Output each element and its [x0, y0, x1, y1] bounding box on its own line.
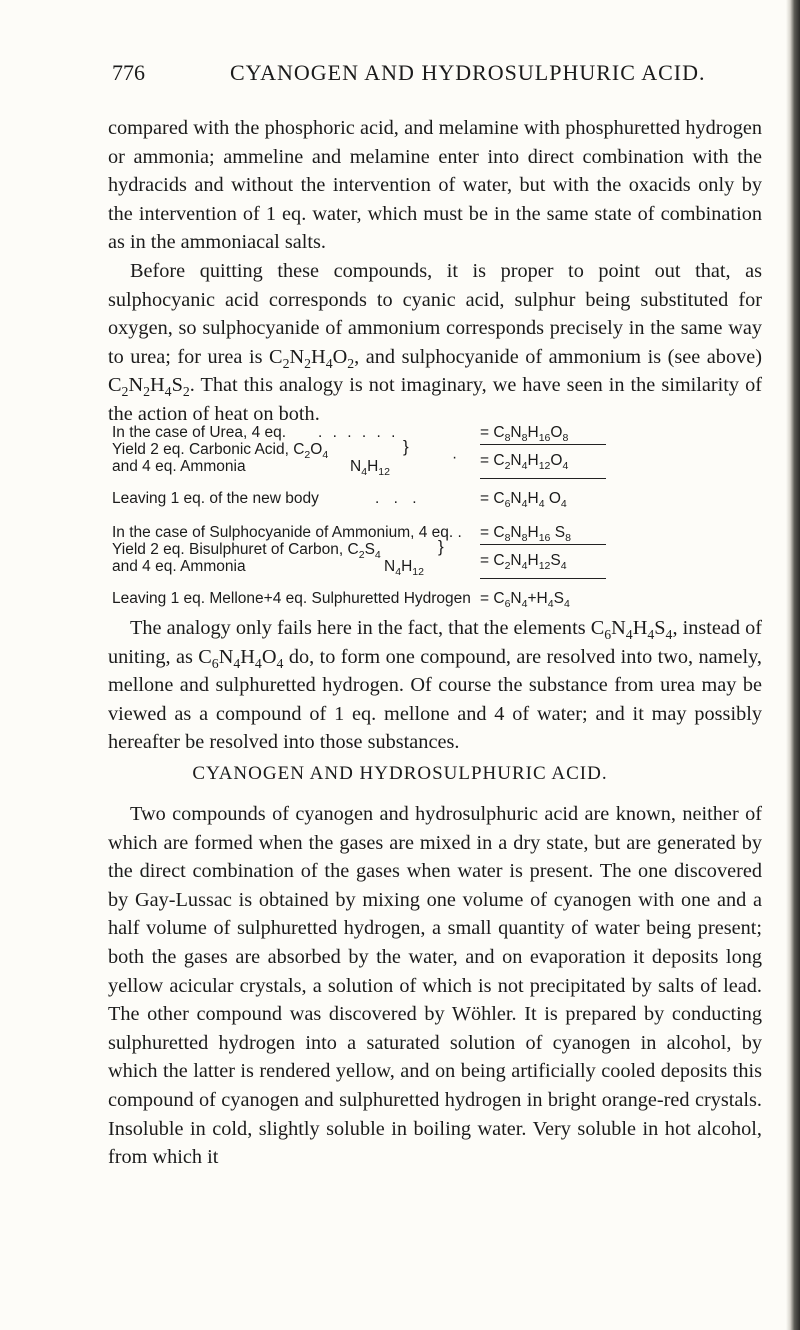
- brace-icon: }: [403, 437, 409, 456]
- urea-case-dots: . . . . . .: [318, 424, 399, 441]
- paragraph-analogy-text: [108, 257, 762, 429]
- urea-case-value: = $C_8N_8H_{16}O_8$: [480, 424, 569, 445]
- urea-yield-value: = $C_2N_4H_{12}O_4$: [480, 452, 569, 473]
- page-edge-shadow: [786, 0, 800, 1330]
- sulpho-leaving-label: Leaving 1 eq. Mellone+4 eq. Sulphuretted Hydrogen: [112, 590, 471, 607]
- paragraph-mellone-text: [108, 614, 762, 757]
- sulpho-ammonia-formula: $N_4H_{12}$: [384, 558, 424, 579]
- urea-and-label: and 4 eq. Ammonia: [112, 458, 246, 475]
- brace-icon: }: [438, 537, 444, 556]
- paragraph-cyanogen: [108, 800, 762, 1172]
- dot: ·: [452, 449, 458, 466]
- formula-b: $C_6N_4H_4O_4$: [198, 645, 284, 671]
- paragraph-cyanogen-text: Two compounds of cyanogen and hydrosulphuric acid are known, neither of which are formed when the gases are mixed in a dry state, but are generated by the direct combination of the gases when water is present. The one discovered by Gay-Lussac is obtained by mixing one volume of cyanogen with one and a half volume of sulphuretted hydrogen, a small quantity of water being present; both the gases are absorbed by the water, and on evaporation it deposits long yellow acicular crystals, a solution of which is not precipitated by salts of lead. The other compound was discovered by Wöhler. It is prepared by conducting sulphuretted hydrogen into a saturated solution of cyanogen in alcohol, by which the latter is rendered yellow, and on being artificially cooled deposits this compound of cyanogen and sulphuretted hydrogen in bright orange-red crystals. Insoluble in cold, slightly soluble in boiling water. Very soluble in hot alcohol, from which it: [108, 803, 762, 1169]
- formula-urea: $C_2N_2H_4O_2$: [269, 345, 355, 371]
- urea-leaving-value: = $C_6N_4H_4$ $O_4$: [480, 490, 567, 511]
- page-number: 776: [112, 60, 145, 85]
- divider: [480, 544, 606, 545]
- paragraph-text: compared with the phosphoric acid, and melamine with phosphuretted hydrogen or ammonia; ammeline and melamine enter into direct combination with the hydracids and without the intervention of water, but with the oxacids only by the intervention of 1 eq. water, which must be in the same state of combination as in the ammoniacal salts.: [108, 117, 762, 254]
- paragraph-analogy: [108, 257, 762, 429]
- sulpho-yield-value: = $C_2N_4H_{12}S_4$: [480, 552, 567, 573]
- formula-a: $C_6N_4H_4S_4$: [590, 617, 673, 643]
- sulpho-case-label: In the case of Sulphocyanide of Ammonium, 4 eq. .: [112, 524, 462, 541]
- running-title: CYANOGEN AND HYDROSULPHURIC ACID.: [230, 60, 706, 85]
- paragraph-mellone: [108, 614, 762, 757]
- divider: [480, 578, 606, 579]
- urea-case-label: In the case of Urea, 4 eq.: [112, 424, 287, 441]
- formula-sulphocyanide: $C_2N_2H_4S_2$: [108, 374, 190, 400]
- urea-leaving-label: Leaving 1 eq. of the new body: [112, 490, 319, 507]
- section-heading: CYANOGEN AND HYDROSULPHURIC ACID.: [192, 763, 608, 784]
- text-tail: do, to form one compound, are resolved into two, namely, mellone and sulphuretted hydrogen. Of course the substance from urea may be viewed as a compound of 1 eq. mellone and 4 of water; and it may possibly hereafter be resolved into those substances.: [108, 645, 762, 754]
- text-mid: , instead of uniting, as: [108, 617, 762, 668]
- divider: [480, 444, 606, 445]
- paragraph-continuation: [108, 114, 762, 257]
- text-lead: The analogy only fails here in the fact, that the elements: [130, 617, 586, 639]
- page-header: [108, 60, 748, 90]
- text-tail: . That this analogy is not imaginary, we have seen in the similarity of the action of heat on both.: [108, 374, 762, 425]
- text-mid: , and sulphocyanide of ammonium is (see above): [354, 345, 762, 368]
- urea-yield-label: Yield 2 eq. Carbonic Acid, $C_2O_4$: [112, 441, 329, 462]
- urea-ammonia-formula: $N_4H_{12}$: [350, 458, 390, 479]
- sulpho-yield-label: Yield 2 eq. Bisulphuret of Carbon, $C_2S_4$: [112, 541, 381, 562]
- sulpho-case-value: = $C_8N_8H_{16}$ $S_8$: [480, 524, 571, 545]
- text-lead: Before quitting these compounds, it is proper to point out that, as sulphocyanic acid corresponds to cyanic acid, sulphur being substituted for oxygen, so sulphocyanide of ammonium corresponds precisely in the same way to urea; for urea is: [108, 260, 762, 368]
- sulpho-and-label: and 4 eq. Ammonia: [112, 558, 246, 575]
- urea-leaving-dots: . . .: [375, 490, 422, 507]
- sulpho-leaving-value: = $C_6N_4+H_4S_4$: [480, 590, 570, 611]
- divider: [480, 478, 606, 479]
